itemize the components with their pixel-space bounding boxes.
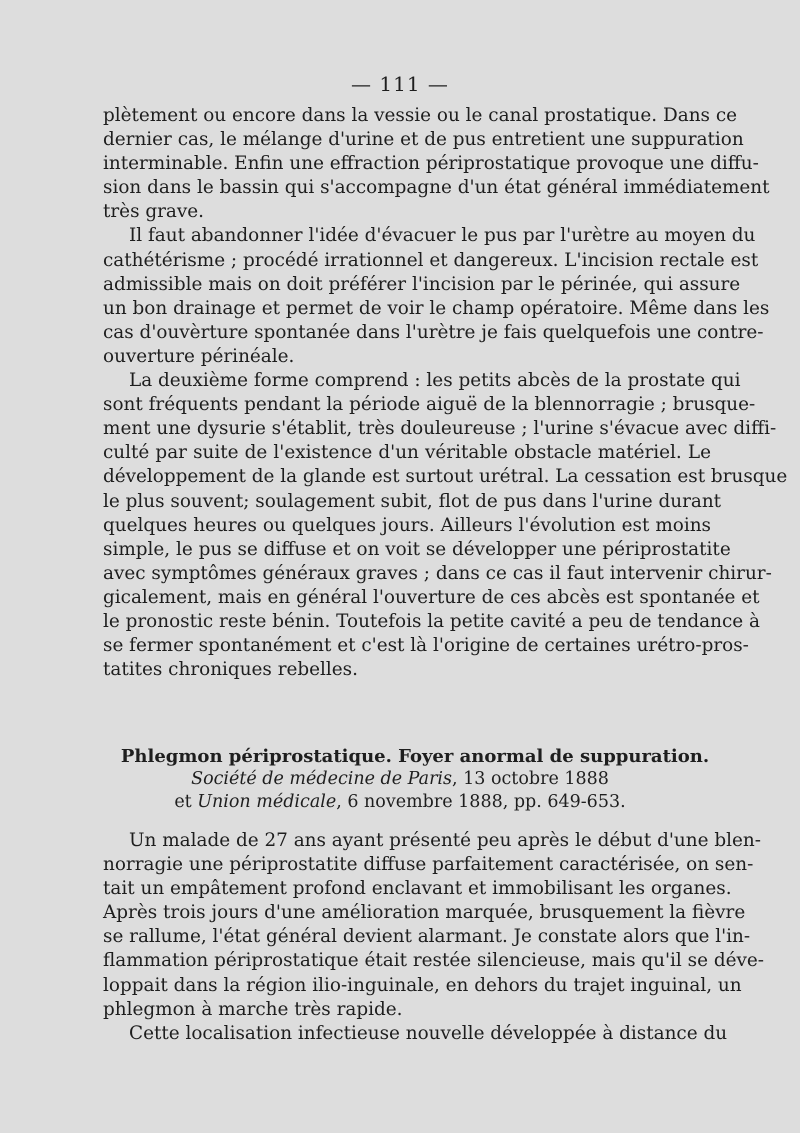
text-line: interminable. Enfin une effraction périprostatique provoque une diffu- — [103, 153, 759, 175]
body-text-top — [103, 104, 788, 682]
text-line: très grave. — [103, 201, 204, 223]
text-line: simple, le pus se diffuse et on voit se développer une périprostatite — [103, 538, 731, 560]
paragraph — [103, 829, 764, 1022]
text-line: développement de la glande est surtout urétral. La cessation est brusque — [103, 466, 788, 488]
text-line: tatites chroniques rebelles. — [103, 659, 358, 681]
text-line: quelques heures ou quelques jours. Ailleurs l'évolution est moins — [103, 514, 711, 536]
text-line: cathétérisme ; procédé irrationnel et dangereux. L'incision rectale est — [103, 249, 759, 271]
text-line: phlegmon à marche très rapide. — [103, 998, 403, 1020]
text-line: Un malade de 27 ans ayant présenté peu après le début d'une blen- — [129, 830, 761, 851]
text-line: dernier cas, le mélange d'urine et de pus entretient une suppuration — [103, 129, 744, 151]
text-line: La deuxième forme comprend : les petits abcès de la prostate qui — [129, 370, 741, 392]
text-line: se fermer spontanément et c'est là l'origine de certaines urétro-pros- — [103, 635, 749, 657]
paragraph — [103, 1022, 728, 1046]
text-line: avec symptômes généraux graves ; dans ce cas il faut intervenir chirur- — [103, 562, 772, 584]
paragraph — [103, 224, 770, 369]
paragraph — [103, 104, 770, 224]
text-line: culté par suite de l'existence d'un véritable obstacle matériel. Le — [103, 442, 711, 464]
section-title: Phlegmon périprostatique. Foyer anormal de suppuration. — [120, 746, 710, 767]
text-line: tait un empâtement profond enclavant et immobilisant les organes. — [103, 878, 732, 900]
text-line: plètement ou encore dans la vessie ou le canal prostatique. Dans ce — [103, 105, 738, 126]
source-date: , 13 octobre 1888 — [452, 769, 609, 789]
text-line: ouverture périnéale. — [103, 345, 295, 367]
body-text-bottom — [103, 829, 764, 1046]
text-line: Cette localisation infectieuse nouvelle développée à distance du — [129, 1022, 728, 1044]
paragraph — [103, 369, 788, 682]
text-line: sont fréquents pendant la période aiguë de la blennorragie ; brusque- — [103, 394, 756, 416]
text-line: le pronostic reste bénin. Toutefois la petite cavité a peu de tendance à — [103, 610, 760, 632]
text-line: sion dans le bassin qui s'accompagne d'un état général immédiatement — [103, 177, 770, 199]
source2-journal: Union médicale — [197, 792, 337, 812]
source-citation-2 — [0, 791, 800, 814]
text-line: se rallume, l'état général devient alarmant. Je constate alors que l'in- — [103, 926, 751, 948]
source-citation — [0, 768, 800, 791]
text-line: cas d'ouvèrture spontanée dans l'urètre je fais quelquefois une contre- — [103, 321, 764, 343]
text-line: Après trois jours d'une amélioration marquée, brusquement la fièvre — [103, 902, 746, 924]
section-heading — [0, 745, 800, 814]
text-line: un bon drainage et permet de voir le champ opératoire. Même dans les — [103, 297, 770, 319]
source-journal: Société de médecine de Paris — [191, 769, 453, 789]
source2-prefix: et — [174, 792, 198, 812]
text-line: ment une dysurie s'établit, très douleureuse ; l'urine s'évacue avec diffi- — [103, 418, 777, 440]
text-line: admissible mais on doit préférer l'incision par le périnée, qui assure — [103, 273, 741, 295]
text-line: gicalement, mais en général l'ouverture de ces abcès est spontanée et — [103, 586, 760, 608]
text-line: norragie une périprostatite diffuse parfaitement caractérisée, on sen- — [103, 854, 754, 876]
text-line: Il faut abandonner l'idée d'évacuer le pus par l'urètre au moyen du — [129, 225, 756, 247]
text-line: le plus souvent; soulagement subit, flot de pus dans l'urine durant — [103, 490, 722, 512]
text-line: loppait dans la région ilio-inguinale, en dehors du trajet inguinal, un — [103, 974, 742, 996]
source2-rest: , 6 novembre 1888, pp. 649-653. — [336, 792, 626, 812]
text-line: flammation périprostatique était restée silencieuse, mais qu'il se déve- — [103, 950, 764, 972]
page-number: — 111 — — [351, 72, 449, 96]
